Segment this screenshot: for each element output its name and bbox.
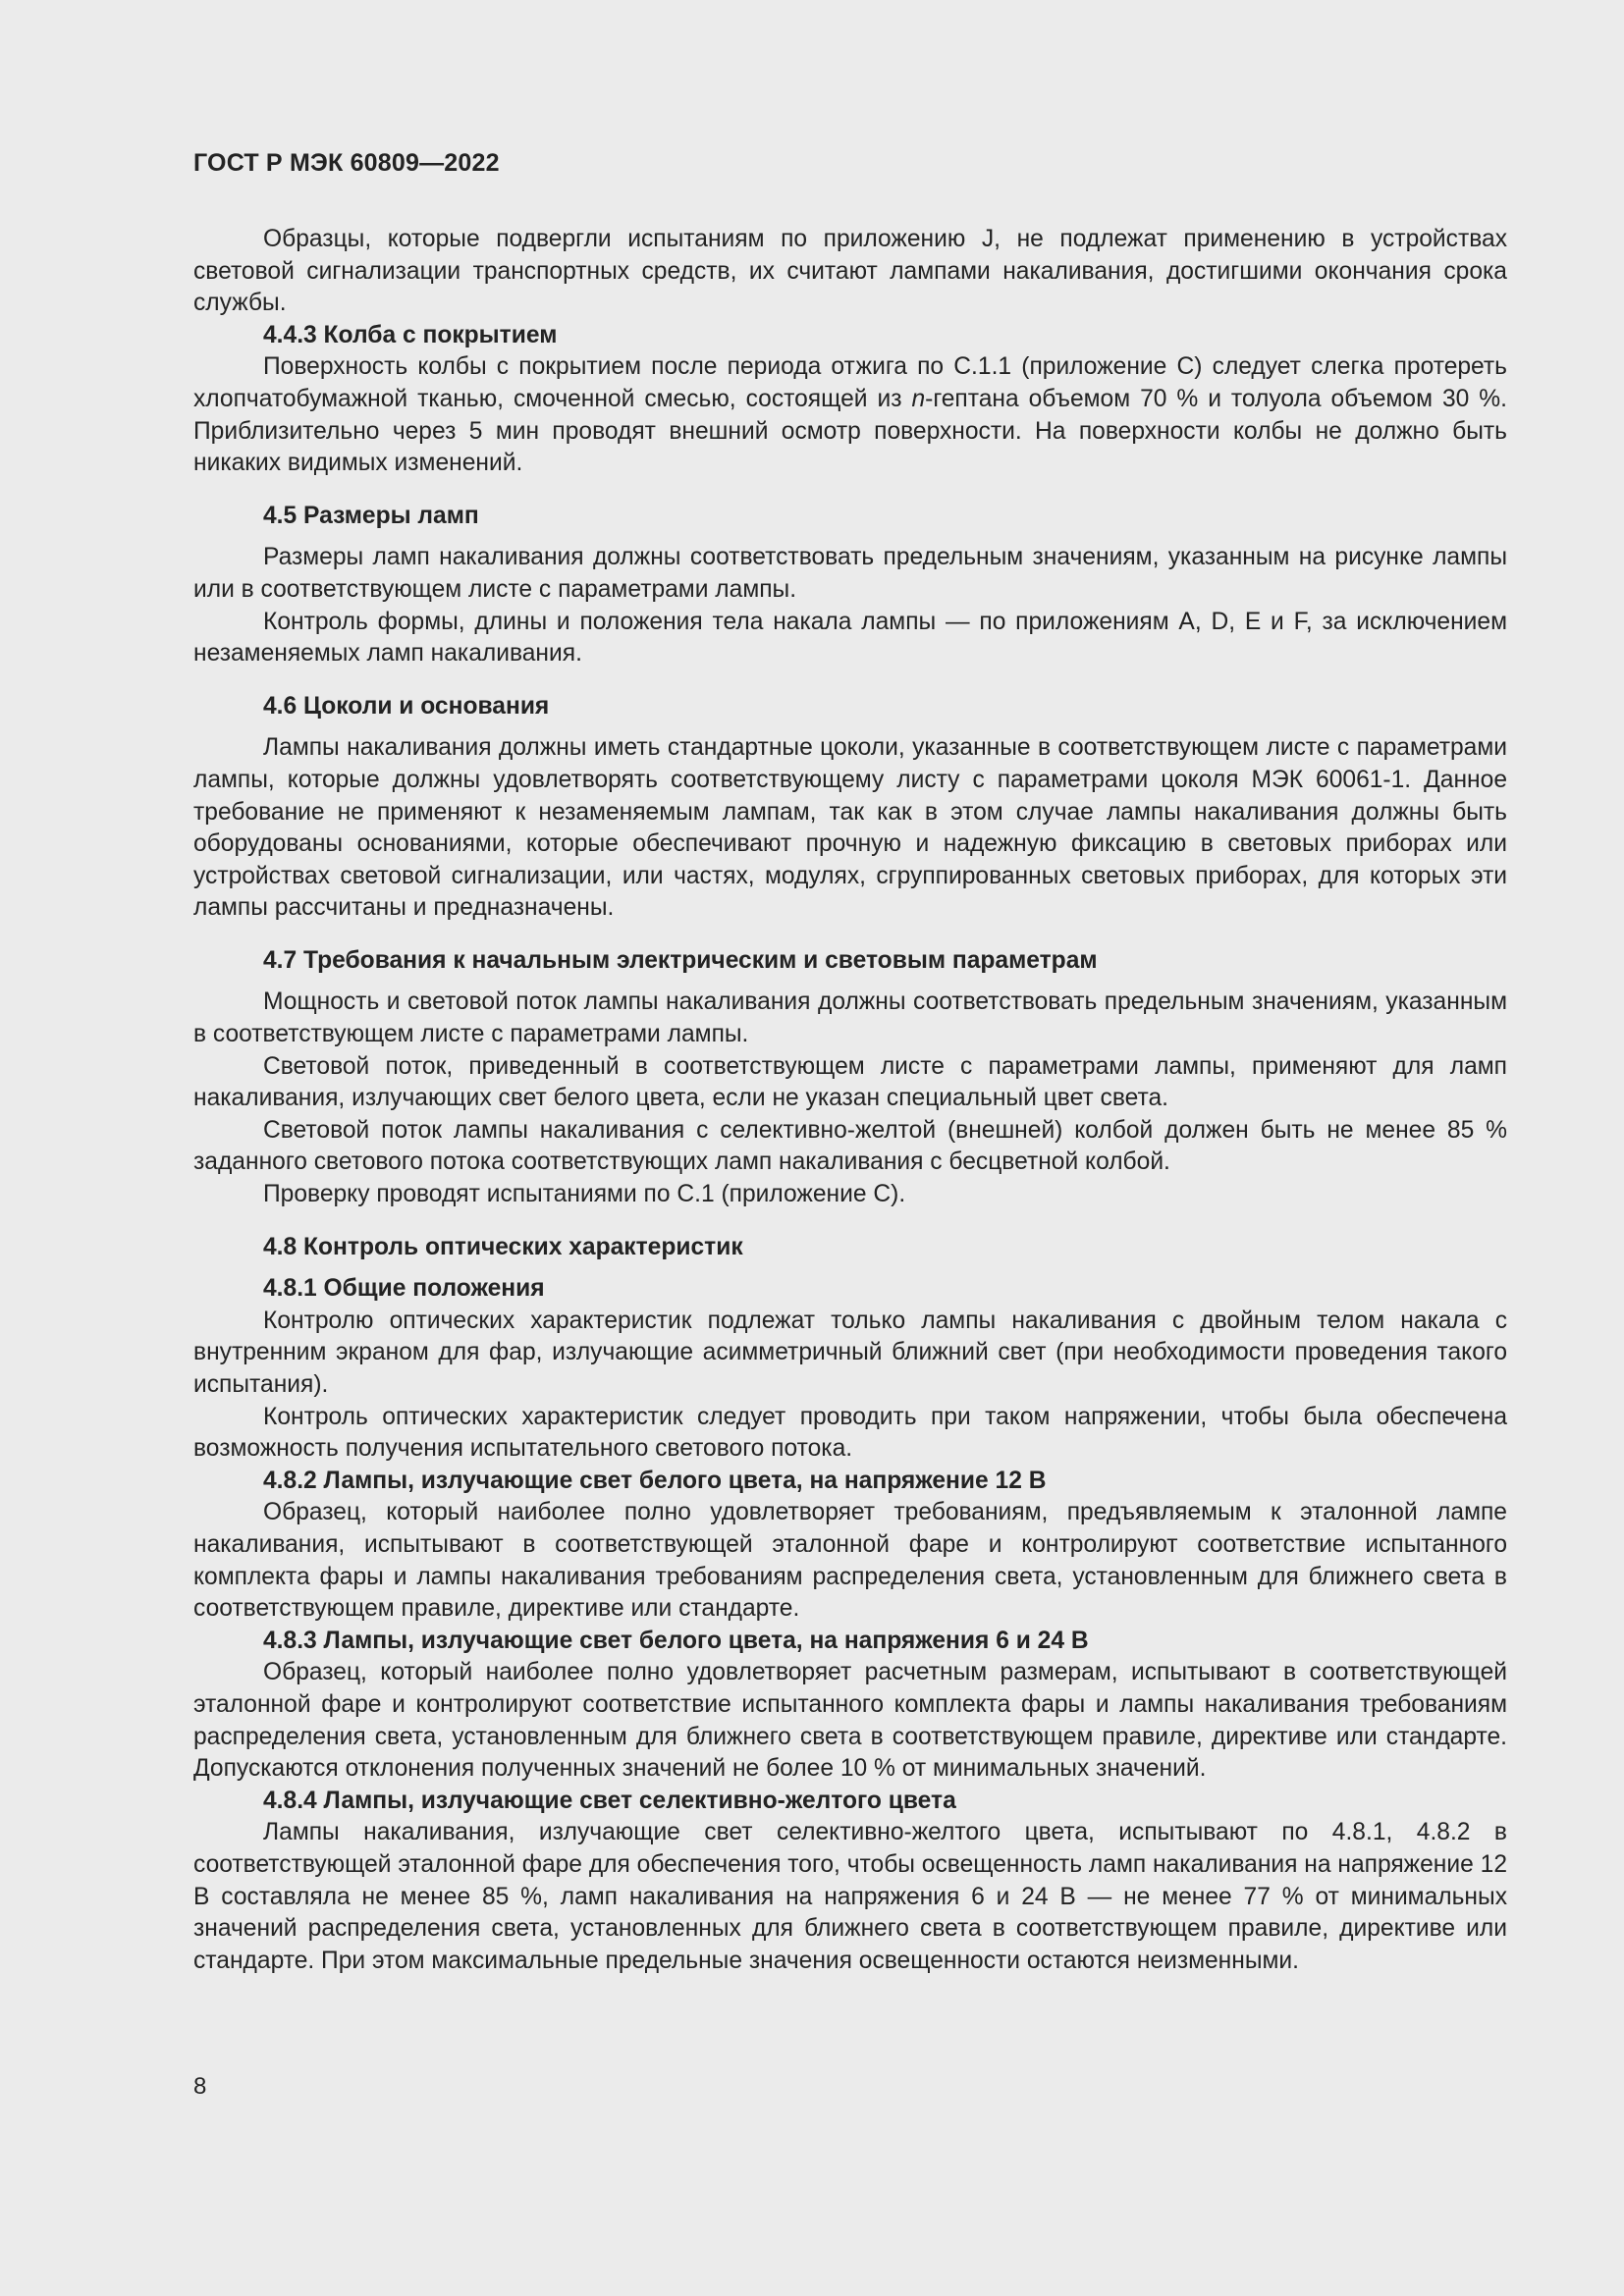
paragraph: Мощность и световой поток лампы накаливания должны соответствовать предельным значениям, указанным в соответствующем листе с параметрами лампы.	[193, 988, 1507, 1048]
section-heading-4-7: 4.7 Требования к начальным электрическим и световым параметрам	[263, 946, 1098, 974]
paragraph: Поверхность колбы с покрытием после периода отжига по С.1.1 (приложение С) следует слегка протереть хлопчатобумажной тканью, смоченной смесью, состоящей из n-гептана объемом 70 % и толуола объемом 30 %. Приблизительно через 5 мин проводят внешний осмотр поверхности. На поверхности колбы не должно быть никаких видимых изменений.	[193, 353, 1508, 477]
section-heading-4-5: 4.5 Размеры ламп	[263, 502, 479, 529]
section-heading-4-8-4: 4.8.4 Лампы, излучающие свет селективно-желтого цвета	[263, 1787, 956, 1814]
paragraph: Контролю оптических характеристик подлежат только лампы накаливания с двойным телом накала с внутренним экраном для фар, излучающие асимметричный ближний свет (при необходимости проведения такого испытания).	[193, 1307, 1507, 1398]
paragraph: Световой поток, приведенный в соответствующем листе с параметрами лампы, применяют для ламп накаливания, излучающих свет белого цвета, если не указан специальный цвет света.	[193, 1052, 1507, 1112]
paragraph: Образец, который наиболее полно удовлетворяет требованиям, предъявляемым к эталонной лампе накаливания, испытывают в соответствующей эталонной фаре и контролируют соответствие испытанного комплекта фары и лампы накаливания требованиям распределения света, установленным для ближнего света в соответствующем правиле, директиве или стандарте.	[193, 1499, 1507, 1623]
paragraph: Контроль оптических характеристик следует проводить при таком напряжении, чтобы была обеспечена возможность получения испытательного светового потока.	[193, 1403, 1507, 1463]
section-heading-4-8-1: 4.8.1 Общие положения	[263, 1275, 545, 1303]
paragraph: Проверку проводят испытаниями по С.1 (приложение С).	[263, 1181, 906, 1208]
paragraph: Образцы, которые подвергли испытаниям по приложению J, не подлежат применению в устройствах световой сигнализации транспортных средств, их считают лампами накаливания, достигшими окончания срока службы.	[193, 226, 1507, 317]
paragraph: Контроль формы, длины и положения тела накала лампы — по приложениям А, D, Е и F, за исключением незаменяемых ламп накаливания.	[193, 608, 1507, 667]
section-heading-4-4-3: 4.4.3 Колба с покрытием	[263, 321, 558, 348]
paragraph: Световой поток лампы накаливания с селективно-желтой (внешней) колбой должен быть не менее 85 % заданного светового потока соответствующих ламп накаливания с бесцветной колбой.	[193, 1116, 1507, 1176]
paragraph: Образец, который наиболее полно удовлетворяет расчетным размерам, испытывают в соответствующей эталонной фаре и контролируют соответствие испытанного комплекта фары и лампы накаливания требованиям распределения света, установленным для ближнего света в соответствующем правиле, директиве или стандарте. Допускаются отклонения полученных значений не более 10 % от минимальных значений.	[193, 1659, 1507, 1783]
section-heading-4-8-3: 4.8.3 Лампы, излучающие свет белого цвета, на напряжения 6 и 24 В	[263, 1627, 1089, 1654]
document-header: ГОСТ Р МЭК 60809—2022	[193, 149, 500, 177]
section-heading-4-8-2: 4.8.2 Лампы, излучающие свет белого цвета, на напряжение 12 В	[263, 1467, 1047, 1494]
paragraph: Размеры ламп накаливания должны соответствовать предельным значениям, указанным на рисунке лампы или в соответствующем листе с параметрами лампы.	[193, 544, 1507, 603]
paragraph: Лампы накаливания, излучающие свет селективно-желтого цвета, испытывают по 4.8.1, 4.8.2 в соответствующей эталонной фаре для обеспечения того, чтобы освещенность ламп накаливания на напряжение 12 В составляла не менее 85 %, ламп накаливания на напряжения 6 и 24 В — не менее 77 % от минимальных значений распределения света, установленных для ближнего света в соответствующем правиле, директиве или стандарте. При этом максимальные предельные значения освещенности остаются неизменными.	[193, 1819, 1507, 1974]
paragraph: Лампы накаливания должны иметь стандартные цоколи, указанные в соответствующем листе с параметрами лампы, которые должны удовлетворять соответствующему листу с параметрами цоколя МЭК 60061-1. Данное требование не применяют к незаменяемым лампам, так как в этом случае лампы накаливания должны быть оборудованы основаниями, которые обеспечивают прочную и надежную фиксацию в световых приборах или устройствах световой сигнализации, или частях, модулях, сгруппированных световых приборах, для которых эти лампы рассчитаны и предназначены.	[193, 734, 1507, 922]
section-heading-4-6: 4.6 Цоколи и основания	[263, 692, 550, 720]
document-body	[193, 224, 1507, 1977]
page-number: 8	[193, 2073, 207, 2100]
section-heading-4-8: 4.8 Контроль оптических характеристик	[263, 1233, 743, 1260]
